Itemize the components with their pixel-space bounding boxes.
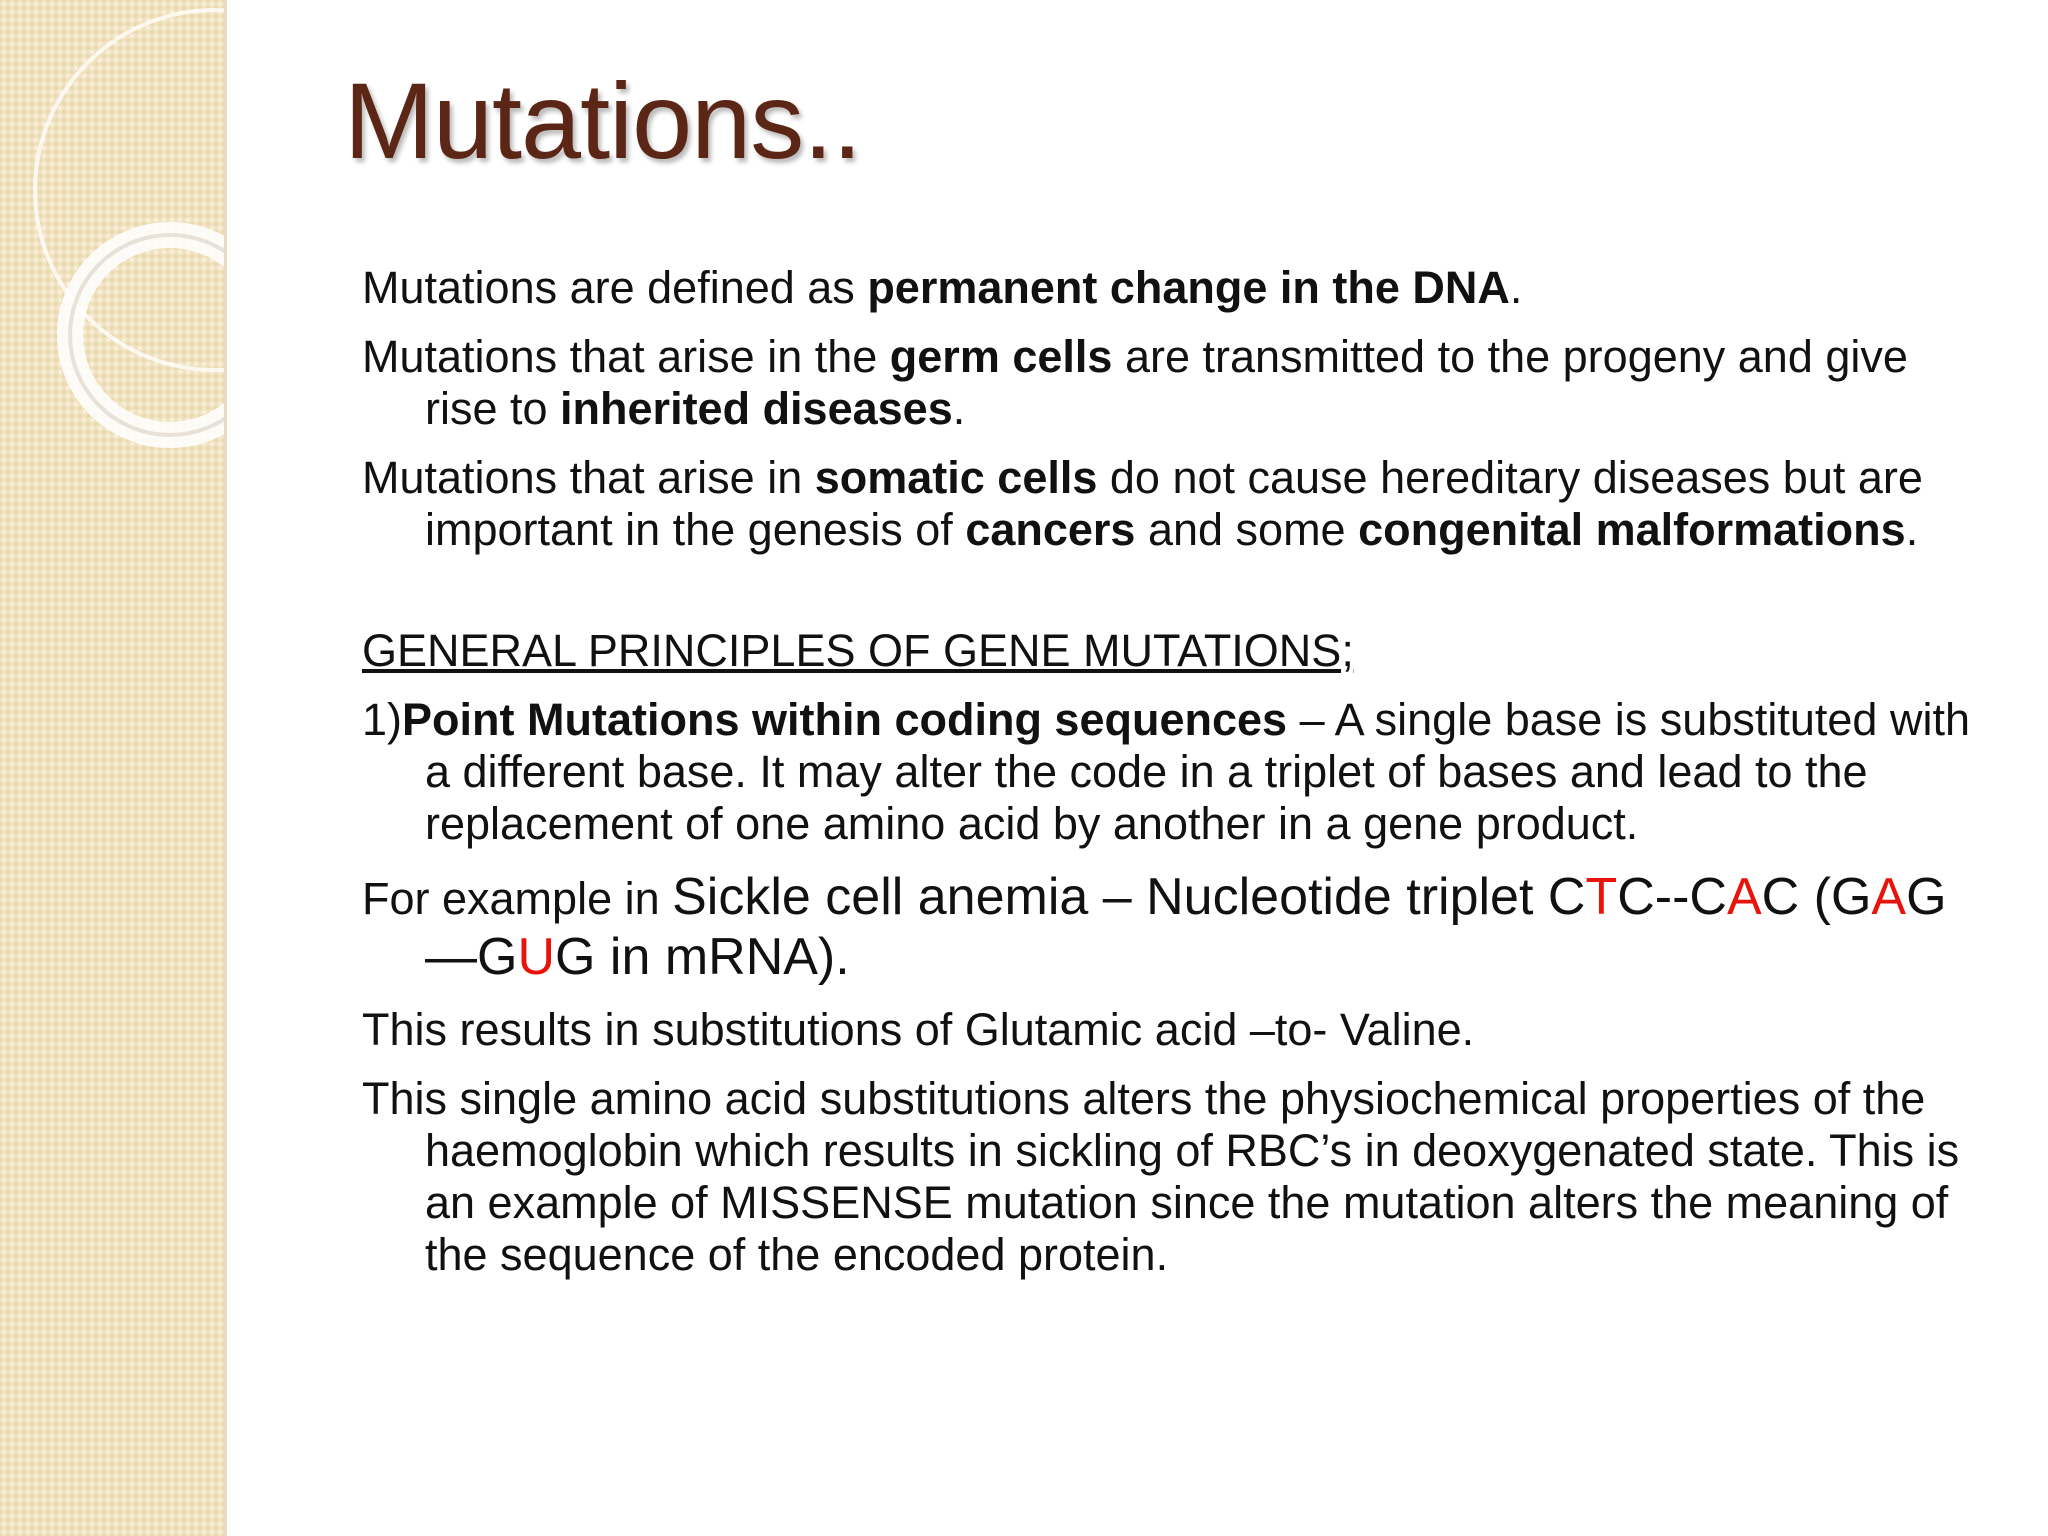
decorative-side-panel — [0, 0, 224, 1536]
somatic-cells-paragraph — [362, 452, 1972, 556]
spacer — [362, 573, 1972, 625]
text-span: Mutations that arise in — [362, 452, 815, 503]
text-span: and some — [1135, 504, 1359, 555]
text-span: do not cause hereditary diseases but are important in the genesis of — [425, 452, 1923, 555]
point-mutation-paragraph — [362, 694, 1972, 850]
slide-body — [362, 262, 1972, 1298]
bold-term: Point Mutations within coding sequences — [402, 694, 1288, 745]
slide-title: Mutations.. — [344, 60, 862, 181]
decorative-circles — [0, 0, 224, 1536]
section-heading: GENERAL PRINCIPLES OF GENE MUTATIONS; — [362, 625, 1354, 676]
text-span: G in mRNA). — [555, 928, 850, 986]
side-panel-edge — [224, 0, 227, 1536]
bold-term: somatic cells — [814, 452, 1098, 503]
text-span: 1) — [362, 694, 403, 745]
text-span: C (G — [1761, 868, 1872, 926]
text-span: Mutations are defined as — [362, 262, 868, 313]
bold-term: cancers — [965, 504, 1136, 555]
bold-term: germ cells — [889, 331, 1113, 382]
missense-paragraph: This single amino acid substitutions alters the physiochemical properties of the haemoglobin which results in sickling of RBC’s in deoxygenated state. This is an example of MISSENSE mutation since the mutation alters the meaning of the sequence of the encoded protein. — [362, 1073, 1960, 1280]
mutated-base: T — [1585, 868, 1618, 926]
substitution-paragraph: This results in substitutions of Glutamic acid –to- Valine. — [362, 1004, 1475, 1055]
mutated-base: U — [517, 928, 556, 986]
bold-term: inherited diseases — [560, 383, 953, 434]
text-span: For example in — [362, 873, 673, 924]
text-span: . — [952, 383, 966, 434]
germ-cells-paragraph — [362, 331, 1972, 435]
text-span: C--C — [1617, 868, 1727, 926]
text-span: – A single base is substituted with a different base. It may alter the code in a triplet of bases and lead to the replacement of one amino acid by another in a gene product. — [425, 694, 1970, 849]
text-span: . — [1509, 262, 1523, 313]
bold-term: congenital malformations — [1358, 504, 1906, 555]
text-span: . — [1905, 504, 1919, 555]
text-span: G—G — [425, 868, 1947, 986]
mutated-base: A — [1726, 868, 1762, 926]
sickle-cell-example — [362, 867, 1972, 987]
text-span: Mutations that arise in the — [362, 331, 890, 382]
text-span: are transmitted to the progeny and give rise to — [425, 331, 1908, 434]
definition-paragraph — [362, 262, 1972, 314]
bold-term: permanent change in the DNA — [867, 262, 1510, 313]
text-span: Sickle cell anemia – Nucleotide triplet C — [672, 868, 1586, 926]
mutated-base: A — [1871, 868, 1907, 926]
